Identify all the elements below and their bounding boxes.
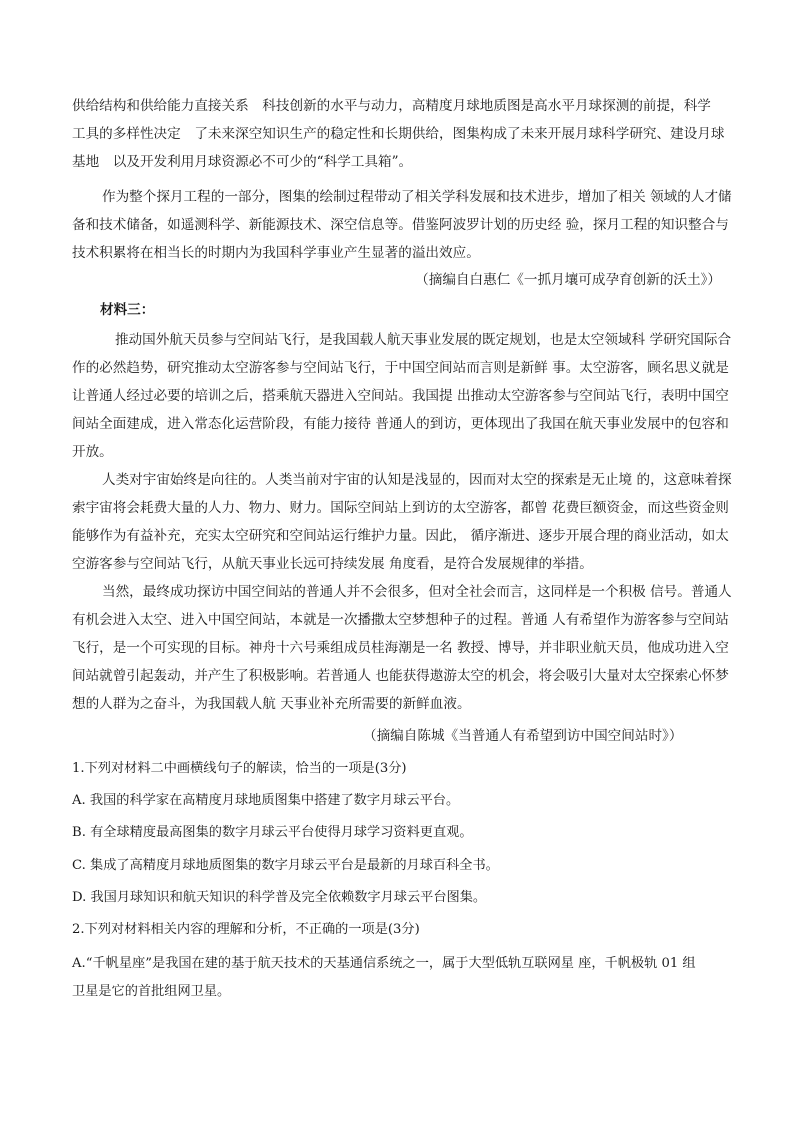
material3-paragraph-line: 间站就曾引起轰动，并产生了积极影响。若普通人 也能获得遨游太空的机会，将会吸引大量对太空探索心怀梦 bbox=[72, 668, 729, 684]
question-1-option-c: C. 集成了高精度月球地质图集的数字月球云平台是最新的月球百科全书。 bbox=[72, 858, 499, 873]
material3-paragraph-line: 让普通人经过必要的培训之后，搭乘航天器进入空间站。我国提 出推动太空游客参与空间站飞行，表明中国空 bbox=[72, 388, 729, 404]
material2-paragraph-line: 备和技术储备，如遥测科学、新能源技术、深空信息等。借鉴阿波罗计划的历史经 验，探月工程的知识整合与 bbox=[72, 217, 729, 233]
material3-paragraph-line: 空游客参与空间站飞行，从航天事业长远可持续发展 角度看，是符合发展规律的举措。 bbox=[72, 556, 593, 572]
material3-source: （摘编自陈城《当普通人有希望到访中国空间站时》） bbox=[363, 728, 683, 744]
question-2-option-a-line: A.“千帆星座”是我国在建的基于航天技术的天基通信系统之一，属于大型低轨互联网星 座，千帆极轨 01 组 bbox=[72, 956, 696, 971]
material2-source: （摘编自白惠仁《一抓月壤可成孕育创新的沃土》） bbox=[415, 272, 721, 288]
material3-paragraph-line: 有机会进入太空、进入中国空间站，本就是一次播撒太空梦想种子的过程。普通 人有希望作为游客参与空间站 bbox=[72, 612, 729, 628]
material2-line: 工具的多样性决定 了未来深空知识生产的稳定性和长期供给，图集构成了未来开展月球科学研究、建设月球 bbox=[72, 126, 725, 142]
material2-paragraph-line: 作为整个探月工程的一部分，图集的绘制过程带动了相关学科发展和技术进步，增加了相关 领域的人才储 bbox=[102, 189, 732, 205]
material2-paragraph-line: 技术积累将在相当长的时期内为我国科学事业产生显著的溢出效应。 bbox=[72, 245, 480, 261]
material3-paragraph-line: 推动国外航天员参与空间站飞行，是我国载人航天事业发展的既定规划，也是太空领域科 学研究国际合 bbox=[115, 332, 732, 348]
material2-line: 基地 以及开发利用月球资源必不可少的“科学工具箱”。 bbox=[72, 154, 413, 170]
material3-paragraph-line: 能够作为有益补充，充实太空研究和空间站运行维护力量。因此， 循序渐进、逐步开展合理的商业活动，如太 bbox=[72, 528, 729, 544]
material3-paragraph-line: 想的人群为之奋斗，为我国载人航 天事业补充所需要的新鲜血液。 bbox=[72, 696, 471, 712]
question-1-option-b: B. 有全球精度最高图集的数字月球云平台使得月球学习资料更直观。 bbox=[72, 825, 473, 840]
question-1-stem: 1.下列对材料二中画横线句子的解读，恰当的一项是(3分) bbox=[72, 761, 407, 776]
material3-paragraph-line: 作的必然趋势，研究推动太空游客参与空间站飞行，于中国空间站而言则是新鲜 事。太空游客，顾名思义就是 bbox=[72, 360, 729, 376]
material2-line: 供给结构和供给能力直接关系 科技创新的水平与动力，高精度月球地质图是高水平月球探测的前提，科学 bbox=[72, 98, 711, 114]
material3-heading: 材料三： bbox=[100, 302, 155, 318]
material3-paragraph-line: 间站全面建成，进入常态化运营阶段，有能力接待 普通人的到访，更体现出了我国在航天事业发展中的包容和 bbox=[72, 416, 729, 432]
question-2-option-a-line: 卫星是它的首批组网卫星。 bbox=[72, 984, 231, 999]
question-1-option-d: D. 我国月球知识和航天知识的科学普及完全依赖数字月球云平台图集。 bbox=[72, 890, 487, 905]
question-1-option-a: A. 我国的科学家在高精度月球地质图集中搭建了数字月球云平台。 bbox=[72, 793, 460, 808]
material3-paragraph-line: 飞行，是一个可实现的目标。神舟十六号乘组成员桂海潮是一名 教授、博导，并非职业航天员，他成功进入空 bbox=[72, 640, 729, 656]
material3-paragraph-line: 当然，最终成功探访中国空间站的普通人并不会很多，但对全社会而言，这同样是一个积极 信号。普通人 bbox=[102, 584, 732, 600]
material3-paragraph-line: 索宇宙将会耗费大量的人力、物力、财力。国际空间站上到访的太空游客，都曾 花费巨额资金，而这些资金则 bbox=[72, 500, 729, 516]
material3-paragraph-line: 人类对宇宙始终是向往的。人类当前对宇宙的认知是浅显的，因而对太空的探索是无止境 的，这意味着探 bbox=[102, 472, 732, 488]
material3-paragraph-line: 开放。 bbox=[72, 444, 113, 460]
question-2-stem: 2.下列对材料相关内容的理解和分析，不正确的一项是(3分) bbox=[72, 922, 420, 937]
